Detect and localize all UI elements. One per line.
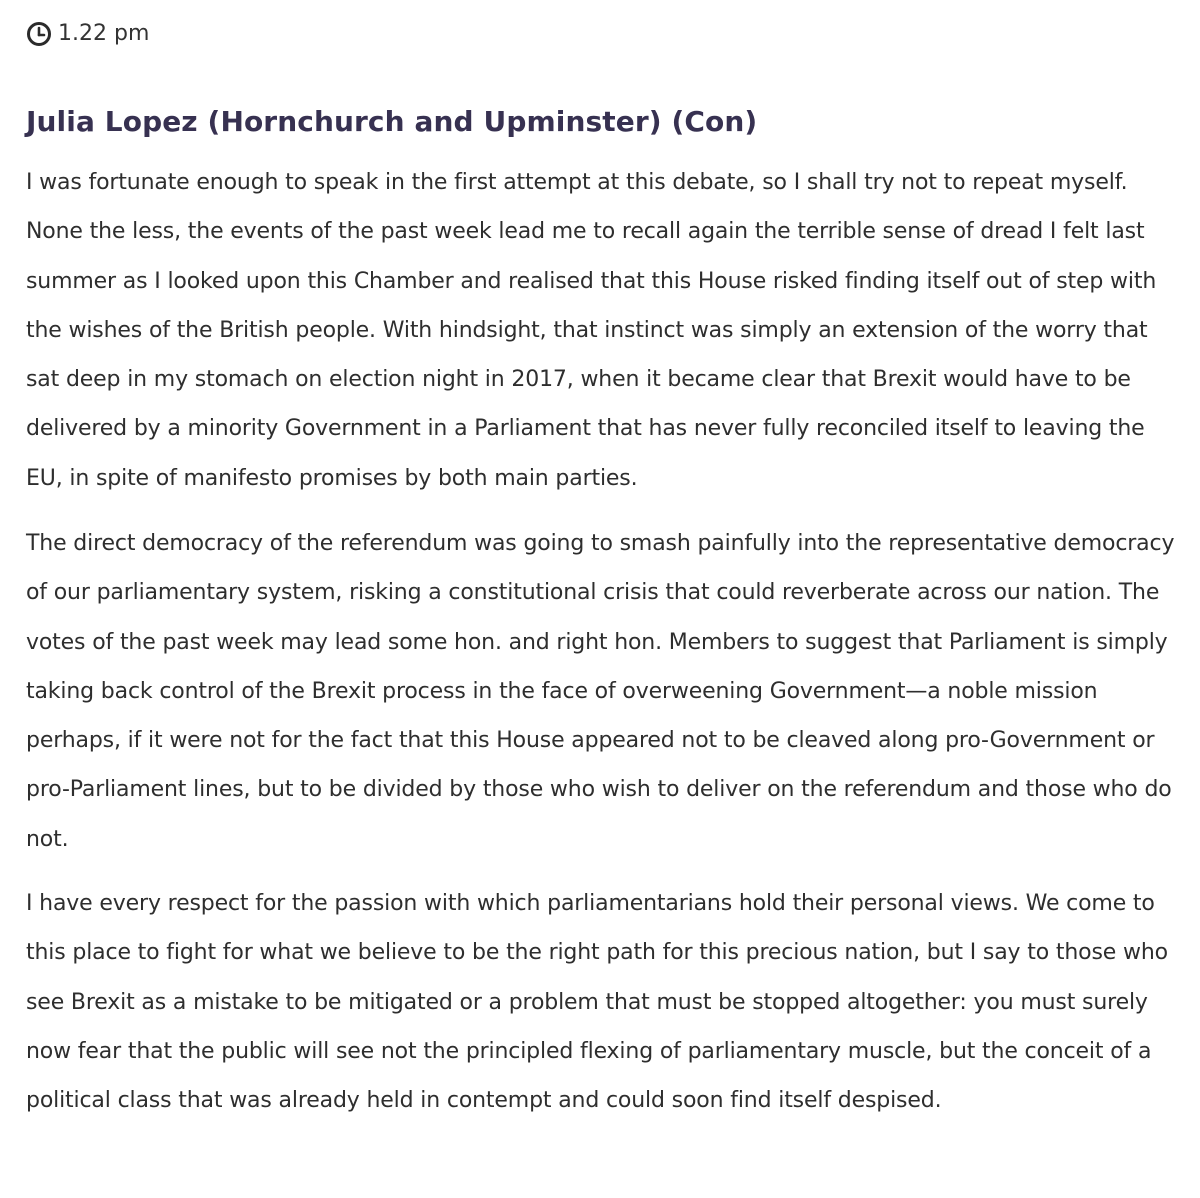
clock-icon (26, 21, 52, 47)
timestamp (26, 18, 149, 50)
speech-paragraph-2: The direct democracy of the referendum was going to smash painfully into the representative democracy of our parliamentary system, risking a constitutional crisis that could reverberate across our nation. The votes of the past week may lead some hon. and right hon. Members to suggest that Parliament is simply taking back control of the Brexit process in the face of overweening Government—a noble mission perhaps, if it were not for the fact that this House appeared not to be cleaved along pro-Government or pro-Parliament lines, but to be divided by those who wish to deliver on the referendum and those who do not. (26, 531, 1175, 852)
speaker-name[interactable]: Julia Lopez (Hornchurch and Upminster) (Con) (26, 105, 758, 138)
speech-paragraph-3: I have every respect for the passion with which parliamentarians hold their personal views. We come to this place to fight for what we believe to be the right path for this precious nation, but I say to those who see Brexit as a mistake to be mitigated or a problem that must be stopped altogether: you must surely now fear that the public will see not the principled flexing of parliamentary muscle, but the conceit of a political class that was already held in contempt and could soon find itself despised. (26, 891, 1168, 1114)
speech-paragraph-1: I was fortunate enough to speak in the first attempt at this debate, so I shall try not to repeat myself. None the less, the events of the past week lead me to recall again the terrible sense of dread I felt last summer as I looked upon this Chamber and realised that this House risked finding itself out of step with the wishes of the British people. With hindsight, that instinct was simply an extension of the worry that sat deep in my stomach on election night in 2017, when it became clear that Brexit would have to be delivered by a minority Government in a Parliament that has never fully reconciled itself to leaving the EU, in spite of manifesto promises by both main parties. (26, 170, 1157, 491)
timestamp-text: 1.22 pm (58, 21, 150, 46)
